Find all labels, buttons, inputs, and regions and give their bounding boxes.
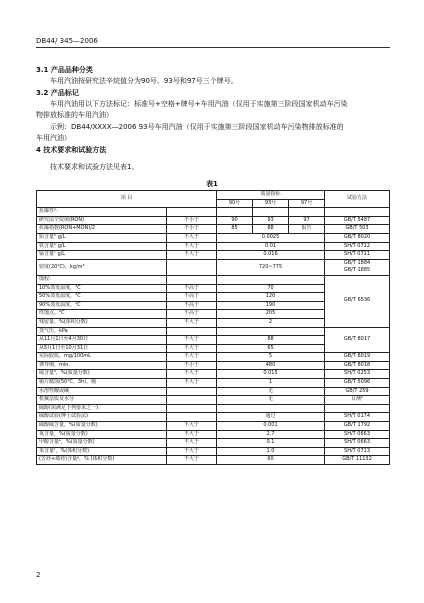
cell-condition <box>167 404 217 413</box>
cell-item: 90%蒸发温度，℃ <box>37 301 167 310</box>
cell-value-grade-90: 85 <box>217 225 253 234</box>
section-3-2-example-2: 车用汽油） <box>36 134 71 142</box>
cell-value-all-grades: 5 <box>217 353 325 362</box>
cell-item: 研究法辛烷值(RON) <box>37 216 167 225</box>
table-row <box>37 259 390 275</box>
table-row <box>37 208 390 217</box>
cell-value-all-grades: 65 <box>217 344 325 353</box>
header-grade-97: 97号 <box>289 199 325 208</box>
cell-item: 锰含量ᶜ g/L <box>37 251 167 260</box>
section-3-2-heading: 3.2 产品标记 <box>36 89 79 97</box>
cell-value-all-grades: 无 <box>217 387 325 396</box>
cell-value-all-grades: 1.0 <box>217 447 325 456</box>
cell-method: GB/T 5487 <box>325 216 390 225</box>
cell-condition: 不高于 <box>167 310 217 319</box>
header-item: 项 目 <box>37 191 217 208</box>
cell-item: 从11月1日至4月30日 <box>37 336 167 345</box>
cell-item: 实际胶质，mg/100mL <box>37 353 167 362</box>
cell-item: 硫含量ᵈ，%(质量分数) <box>37 370 167 379</box>
section-3-1-heading: 3.1 产品品种分类 <box>36 66 93 74</box>
table-row <box>37 413 390 422</box>
header-grade-93: 93号 <box>253 199 289 208</box>
cell-item: 甲醇含量ᵃ，%(质量分数) <box>37 439 167 448</box>
cell-value-all-grades: 0.01 <box>217 242 325 251</box>
cell-item: 10%蒸发温度，℃ <box>37 284 167 293</box>
cell-value-all-grades: 2 <box>217 318 325 327</box>
cell-value-grade-97: 报告 <box>289 225 325 234</box>
table-row <box>37 225 390 234</box>
cell-condition <box>167 387 217 396</box>
table-row <box>37 353 390 362</box>
cell-item: 机械杂质及水分 <box>37 396 167 405</box>
cell-method: GB/T 1884 GB/T 1885 <box>325 259 390 275</box>
table-row <box>37 361 390 370</box>
cell-condition <box>167 275 217 284</box>
cell-method: SH/T 0713 <box>325 447 390 456</box>
cell-value-all-grades: 0.015 <box>217 370 325 379</box>
cell-value-all-grades <box>217 327 325 336</box>
page-number: 2 <box>36 571 41 579</box>
cell-condition: 不高于 <box>167 301 217 310</box>
cell-item: 蒸气压，kPa <box>37 327 167 336</box>
cell-method: GB/T 8017 <box>325 327 390 353</box>
cell-item: 抗爆指数(RON+MON)/2 <box>37 225 167 234</box>
header-grade-90: 90号 <box>217 199 253 208</box>
cell-condition: 不大于 <box>167 379 217 388</box>
cell-method: 目测ᵉ <box>325 396 390 405</box>
cell-condition <box>167 259 217 275</box>
cell-item: 铜片腐蚀(50℃，3h)，级 <box>37 379 167 388</box>
cell-item: (芳烃+烯烃)含量ᵍ，% (体积分数) <box>37 456 167 465</box>
table-title: 表1 <box>206 180 218 188</box>
cell-item: 水溶性酸或碱 <box>37 387 167 396</box>
table-row <box>37 430 390 439</box>
table-row <box>37 396 390 405</box>
cell-item: 硫醇试验(博士试验法) <box>37 413 167 422</box>
cell-method: GB/T 8018 <box>325 361 390 370</box>
cell-condition: 不大于 <box>167 422 217 431</box>
cell-value-all-grades: 1 <box>217 379 325 388</box>
cell-condition: 不大于 <box>167 242 217 251</box>
cell-method: GB/T 6536 <box>325 275 390 327</box>
cell-condition: 不大于 <box>167 430 217 439</box>
table-row <box>37 422 390 431</box>
cell-item: 50%蒸发温度，℃ <box>37 293 167 302</box>
section-4-text: 技术要求和试验方法见表1。 <box>50 163 139 171</box>
cell-condition <box>167 208 217 217</box>
cell-condition <box>167 413 217 422</box>
cell-method: GB/T 8019 <box>325 353 390 362</box>
cell-item: 硫醇(需满足下列要求之一)： <box>37 404 167 413</box>
cell-value-all-grades: 0.1 <box>217 439 325 448</box>
cell-condition: 不大于 <box>167 233 217 242</box>
cell-value-all-grades: 2.7 <box>217 430 325 439</box>
cell-value-all-grades: 无 <box>217 396 325 405</box>
cell-value-all-grades: 0.0025 <box>217 233 325 242</box>
cell-method: SH/T 0174 <box>325 413 390 422</box>
table-row <box>37 404 390 413</box>
cell-value-grade-97: 97 <box>289 216 325 225</box>
cell-condition: 不大于 <box>167 456 217 465</box>
table-row <box>37 233 390 242</box>
cell-method: GB/T 1792 <box>325 422 390 431</box>
header-quality: 质量指标 <box>217 191 325 200</box>
cell-value-all-grades <box>217 275 325 284</box>
cell-value-all-grades: 70 <box>217 284 325 293</box>
cell-value-all-grades: 0.001 <box>217 422 325 431</box>
document-header: DB44/ 345—2006 <box>36 37 98 45</box>
cell-method <box>325 208 390 217</box>
cell-condition <box>167 327 217 336</box>
cell-value-grade-93: 93 <box>253 216 289 225</box>
table-row <box>37 251 390 260</box>
cell-method: GB/T 11132 <box>325 456 390 465</box>
cell-value-grade-93 <box>253 208 289 217</box>
cell-method: GB/T 8020 <box>325 233 390 242</box>
cell-item: 馏程： <box>37 275 167 284</box>
cell-condition: 不大于 <box>167 353 217 362</box>
cell-item: 从5月1日至10月31日 <box>37 344 167 353</box>
section-4-heading: 4 技术要求和试验方法 <box>36 146 107 154</box>
section-3-2-text-1: 车用汽油用以下方法标记：标准号+空格+牌号+车用汽油（仅用于实施第三阶段国家机动车污染 <box>50 100 348 108</box>
cell-item: 终馏点，℃ <box>37 310 167 319</box>
cell-item: 苯含量ᶠ，%(体积分数) <box>37 447 167 456</box>
cell-item: 氧含量，%(质量分数) <box>37 430 167 439</box>
cell-value-all-grades: 480 <box>217 361 325 370</box>
cell-value-grade-97 <box>289 208 325 217</box>
cell-condition <box>167 396 217 405</box>
header-method: 试验方法 <box>325 191 390 208</box>
cell-condition: 不高于 <box>167 284 217 293</box>
cell-condition: 不大于 <box>167 344 217 353</box>
cell-value-all-grades: 通过 <box>217 413 325 422</box>
cell-value-all-grades: 88 <box>217 336 325 345</box>
cell-value-all-grades: 205 <box>217 310 325 319</box>
cell-value-all-grades: 720~775 <box>217 259 325 275</box>
table-row <box>37 387 390 396</box>
cell-condition: 不小于 <box>167 225 217 234</box>
table-row <box>37 447 390 456</box>
table-row <box>37 379 390 388</box>
cell-item: 铅含量ᵇ g/L <box>37 233 167 242</box>
cell-item: 密度(20℃)，kg/m³ <box>37 259 167 275</box>
cell-value-grade-90: 90 <box>217 216 253 225</box>
cell-method: GB/T 5096 <box>325 379 390 388</box>
header-rule <box>36 47 390 48</box>
cell-condition: 不大于 <box>167 370 217 379</box>
cell-item: 铁含量ᵇ g/L <box>37 242 167 251</box>
cell-condition: 不大于 <box>167 439 217 448</box>
table-row <box>37 456 390 465</box>
cell-value-all-grades: 60 <box>217 456 325 465</box>
section-3-1-text: 车用汽油按研究法辛烷值分为90号、93号和97号三个牌号。 <box>50 77 238 85</box>
cell-condition: 不大于 <box>167 318 217 327</box>
cell-condition: 不小于 <box>167 216 217 225</box>
cell-value-all-grades: 0.016 <box>217 251 325 260</box>
spec-table <box>36 190 390 465</box>
cell-method: GB/T 503 <box>325 225 390 234</box>
cell-item: 残留量，%(体积分数) <box>37 318 167 327</box>
table-row <box>37 242 390 251</box>
table-row <box>37 327 390 336</box>
cell-value-all-grades: 120 <box>217 293 325 302</box>
cell-item: 硫醇硫含量，%(质量分数) <box>37 422 167 431</box>
table-row <box>37 439 390 448</box>
table-row <box>37 275 390 284</box>
cell-method <box>325 404 390 413</box>
cell-method: SH/T 0712 <box>325 242 390 251</box>
cell-value-all-grades <box>217 404 325 413</box>
cell-condition: 不大于 <box>167 336 217 345</box>
cell-value-grade-93: 88 <box>253 225 289 234</box>
cell-method: GB/T 259 <box>325 387 390 396</box>
cell-condition: 不高于 <box>167 293 217 302</box>
cell-condition: 不小于 <box>167 361 217 370</box>
cell-condition: 不大于 <box>167 251 217 260</box>
cell-value-all-grades: 190 <box>217 301 325 310</box>
cell-method: SH/T 0253 <box>325 370 390 379</box>
table-row <box>37 370 390 379</box>
cell-item: 诱导期，min. <box>37 361 167 370</box>
cell-item: 抗爆性ᵃ： <box>37 208 167 217</box>
section-3-2-text-2: 物排放标准的车用汽油） <box>36 111 113 119</box>
cell-method: SH/T 0663 <box>325 439 390 448</box>
section-3-2-example-1: 示例：DB44/XXXX—2006 93号车用汽油（仅用于实施第三阶段国家机动车污染物排放标准的 <box>50 123 344 131</box>
cell-condition: 不大于 <box>167 447 217 456</box>
cell-value-grade-90 <box>217 208 253 217</box>
cell-method: SH/T 0663 <box>325 430 390 439</box>
table-row <box>37 216 390 225</box>
cell-method: SH/T 0711 <box>325 251 390 260</box>
